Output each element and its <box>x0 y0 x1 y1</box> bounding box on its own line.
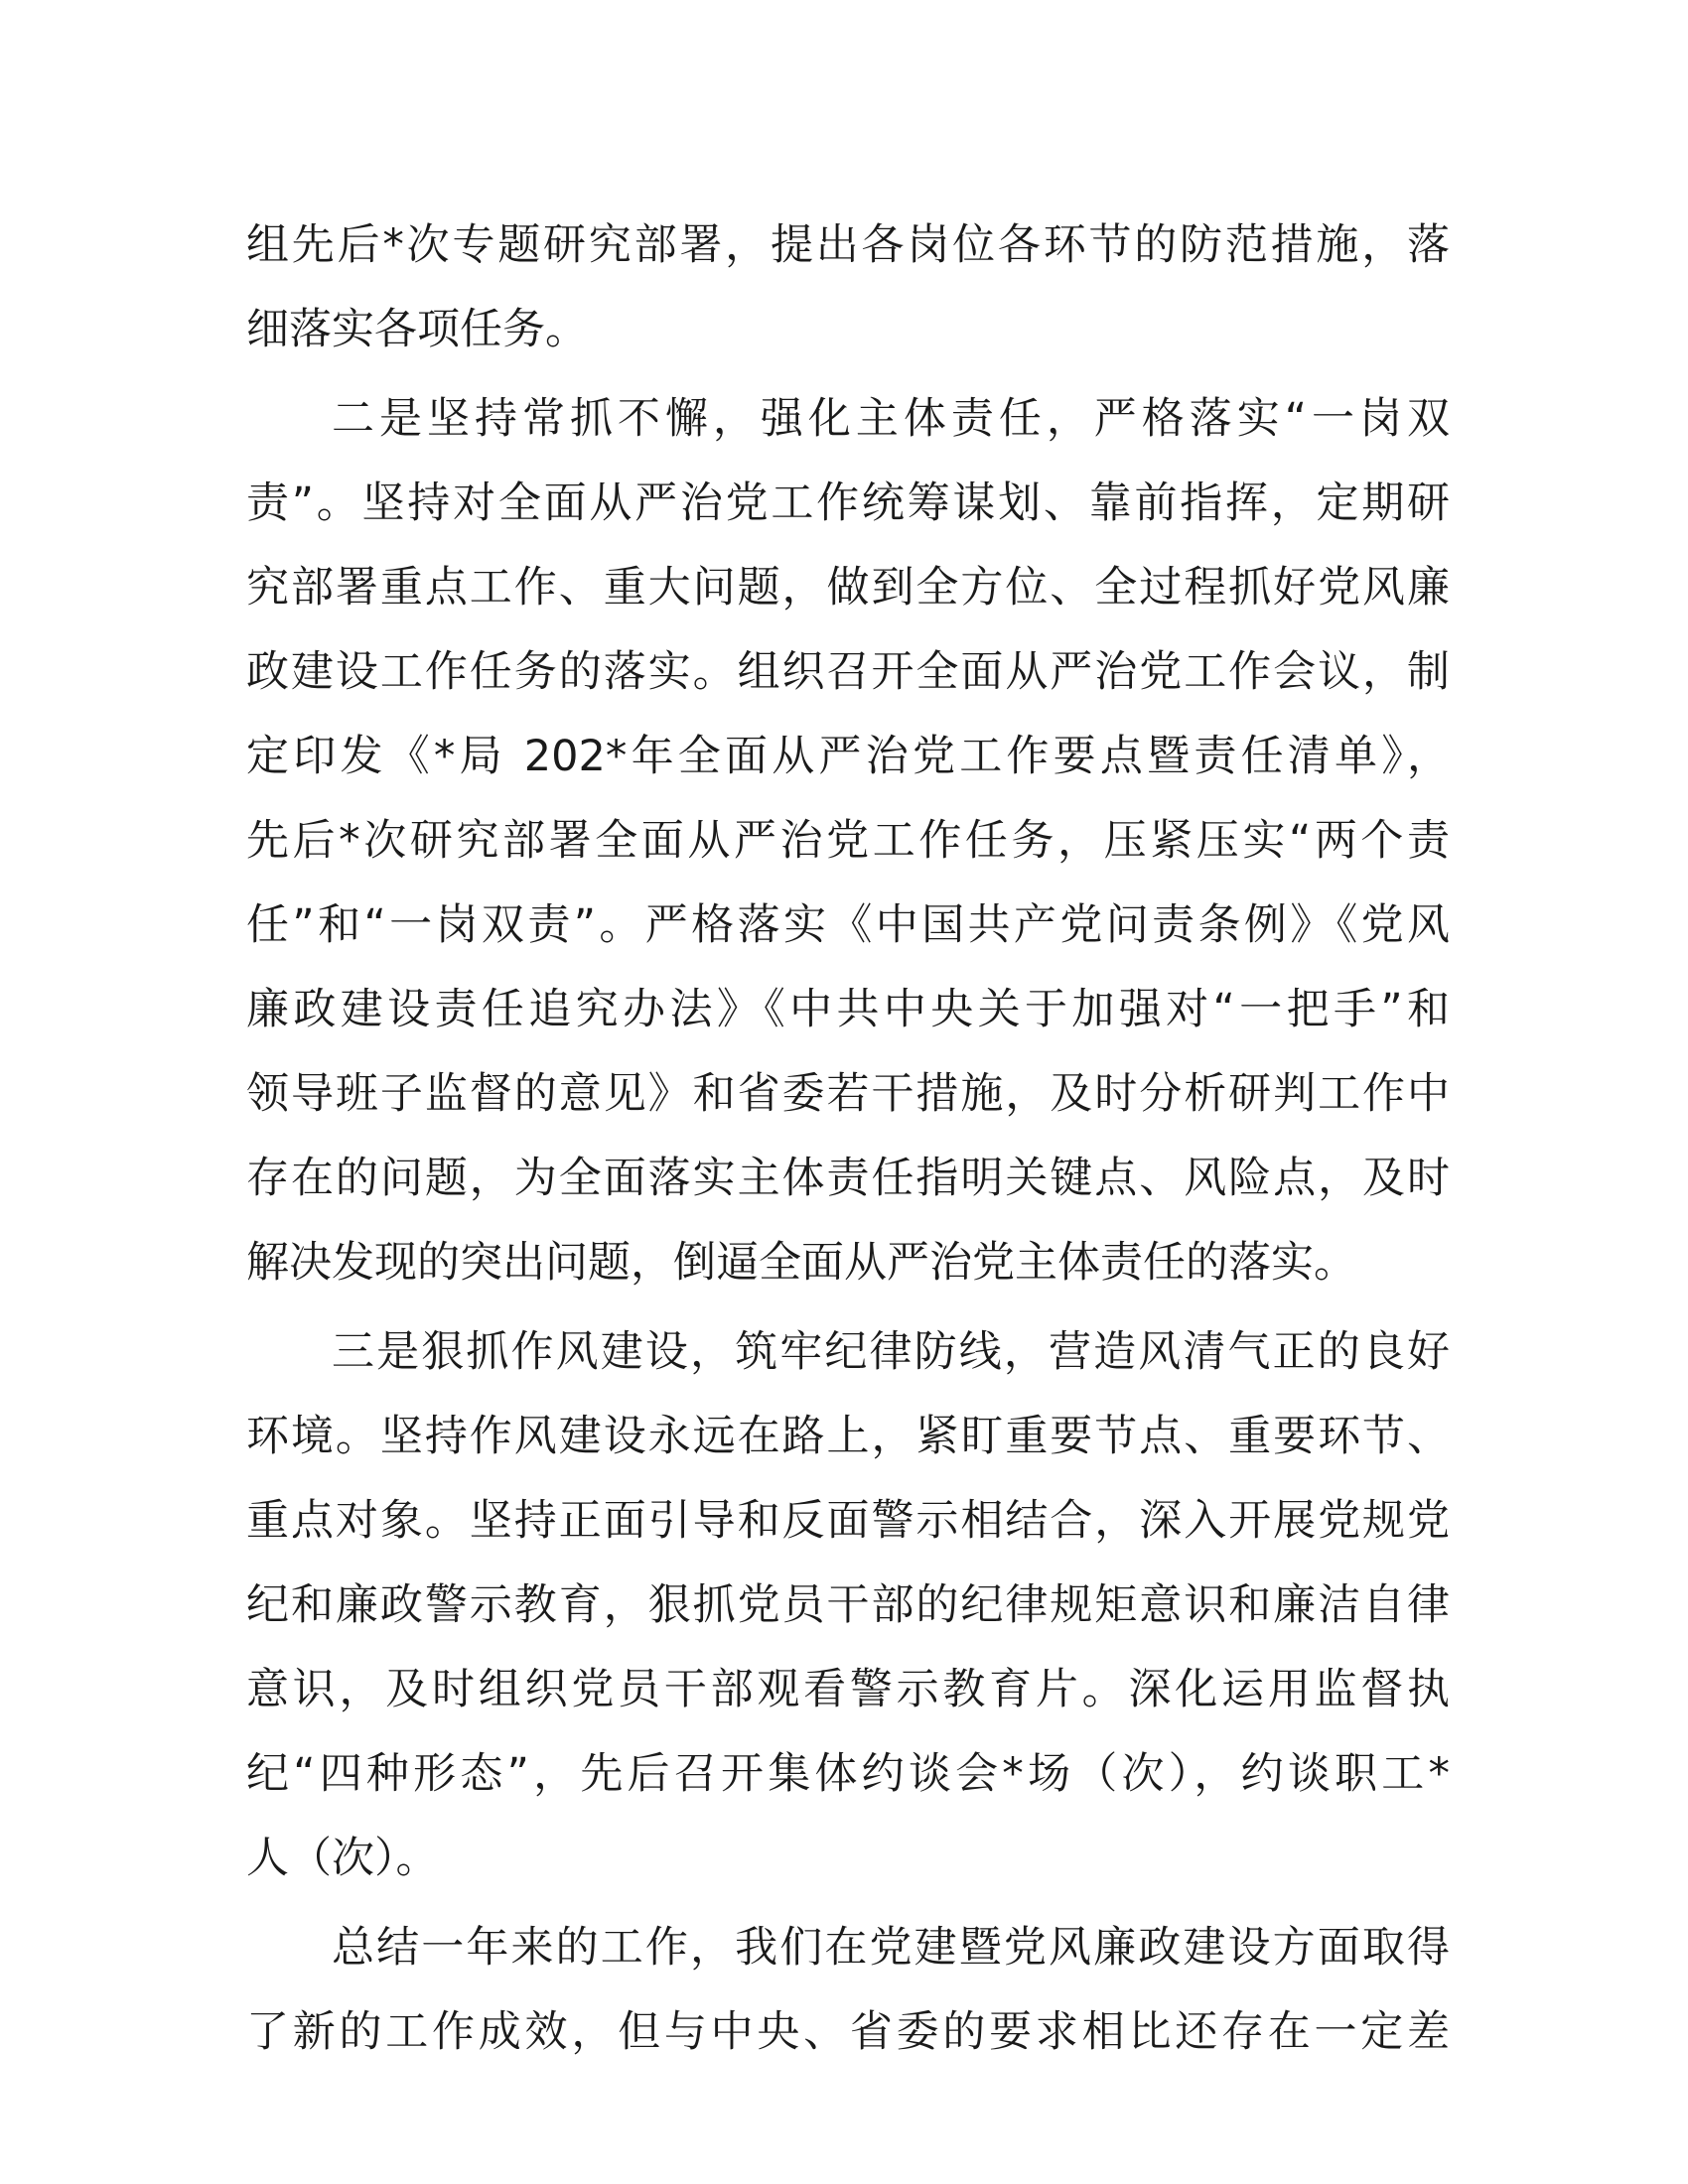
text-line: 廉政建设责任追究办法》《中共中央关于加强对“一把手”和 <box>246 985 1450 1034</box>
text-line: 存在的问题，为全面落实主体责任指明关键点、风险点，及时 <box>246 1154 1450 1203</box>
text-line: 总结一年来的工作，我们在党建暨党风廉政建设方面取得 <box>332 1923 1450 1973</box>
text-line: 二是坚持常抓不懈，强化主体责任，严格落实“一岗双 <box>332 394 1450 444</box>
text-line: 三是狠抓作风建设，筑牢纪律防线，营造风清气正的良好 <box>332 1327 1450 1377</box>
text-line: 意识，及时组织党员干部观看警示教育片。深化运用监督执 <box>246 1665 1450 1714</box>
paragraph-responsibility <box>246 377 1450 1305</box>
paragraph-work-style <box>246 1310 1450 1901</box>
text-line: 人（次）。 <box>246 1834 439 1883</box>
text-line: 领导班子监督的意见》和省委若干措施，及时分析研判工作中 <box>246 1069 1450 1119</box>
text-line: 先后*次研究部署全面从严治党工作任务，压紧压实“两个责 <box>246 816 1450 866</box>
text-line: 细落实各项任务。 <box>246 305 588 354</box>
text-line: 究部署重点工作、重大问题，做到全方位、全过程抓好党风廉 <box>246 563 1450 613</box>
text-line: 纪和廉政警示教育，狠抓党员干部的纪律规矩意识和廉洁自律 <box>246 1580 1450 1630</box>
text-line: 定印发《*局 202*年全面从严治党工作要点暨责任清单》， <box>246 732 1450 781</box>
document-body <box>246 204 1450 2080</box>
text-line: 环境。坚持作风建设永远在路上，紧盯重要节点、重要环节、 <box>246 1412 1450 1461</box>
paragraph-summary <box>246 1906 1450 2075</box>
text-line: 组先后*次专题研究部署，提出各岗位各环节的防范措施，落 <box>246 220 1450 270</box>
text-line: 政建设工作任务的落实。组织召开全面从严治党工作会议，制 <box>246 647 1450 697</box>
text-line: 了新的工作成效，但与中央、省委的要求相比还存在一定差 <box>246 2007 1450 2057</box>
text-line: 责”。坚持对全面从严治党工作统筹谋划、靠前指挥，定期研 <box>246 478 1450 528</box>
text-line: 纪“四种形态”，先后召开集体约谈会*场（次），约谈职工* <box>246 1749 1450 1799</box>
text-line: 解决发现的突出问题，倒逼全面从严治党主体责任的落实。 <box>246 1238 1356 1288</box>
text-line: 任”和“一岗双责”。严格落实《中国共产党问责条例》《党风 <box>246 900 1450 950</box>
text-line: 重点对象。坚持正面引导和反面警示相结合，深入开展党规党 <box>246 1496 1450 1546</box>
paragraph-continued <box>246 204 1450 372</box>
